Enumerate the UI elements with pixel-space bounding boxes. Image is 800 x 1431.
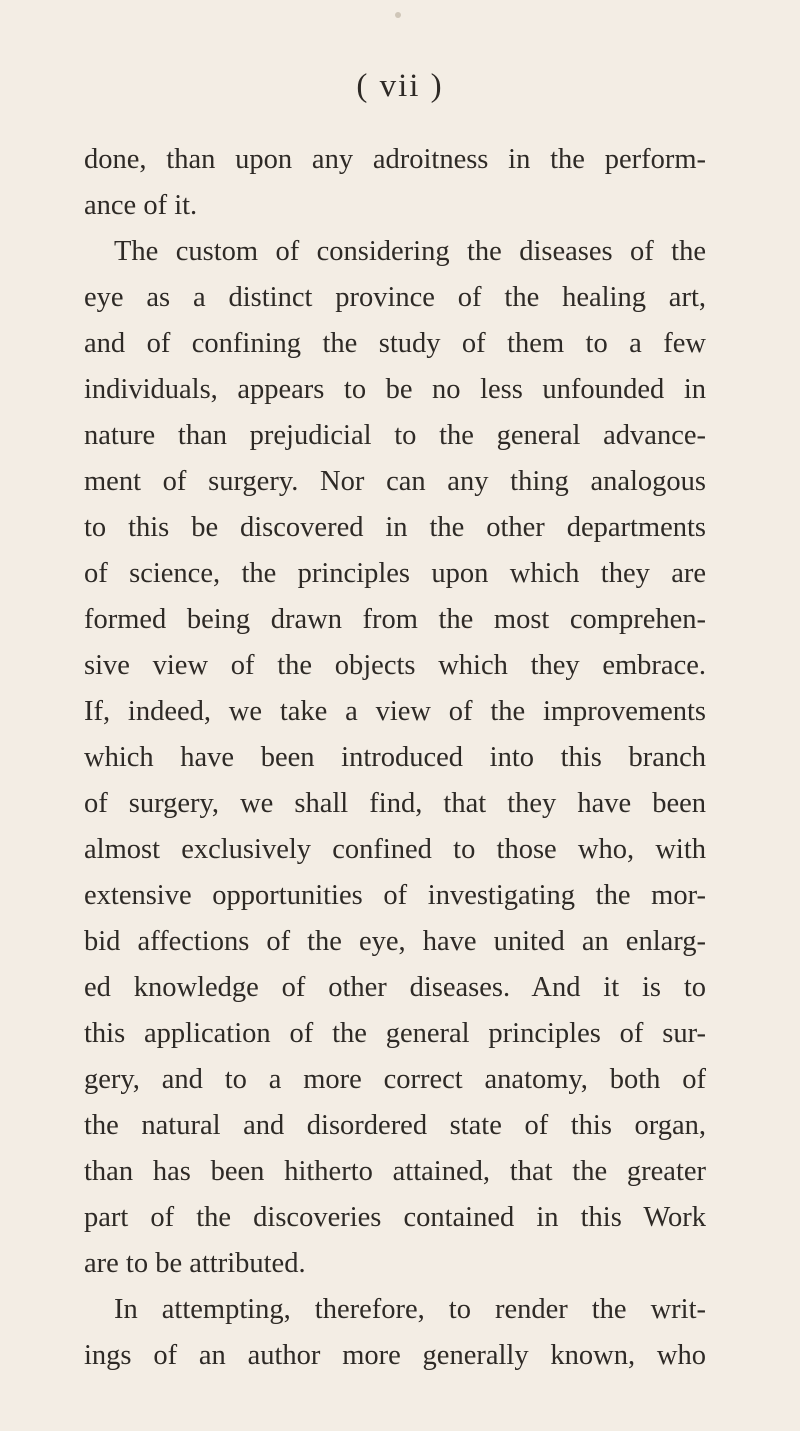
text-line: almost exclusively confined to those who, with bbox=[84, 834, 706, 865]
text-line: the natural and disordered state of this organ, bbox=[84, 1110, 706, 1141]
text-line: If, indeed, we take a view of the improvements bbox=[84, 696, 706, 727]
ink-spot bbox=[395, 12, 401, 18]
text-line: than has been hitherto attained, that the greater bbox=[84, 1156, 706, 1187]
text-line: ings of an author more generally known, who bbox=[84, 1340, 706, 1371]
text-line: individuals, appears to be no less unfounded in bbox=[84, 374, 706, 405]
text-line: sive view of the objects which they embrace. bbox=[84, 650, 706, 681]
text-line: nature than prejudicial to the general advance- bbox=[84, 420, 706, 451]
text-line: and of confining the study of them to a few bbox=[84, 328, 706, 359]
text-line: ment of surgery. Nor can any thing analogous bbox=[84, 466, 706, 497]
text-line: of science, the principles upon which they are bbox=[84, 558, 706, 589]
text-line: eye as a distinct province of the healing art, bbox=[84, 282, 706, 313]
text-line: extensive opportunities of investigating the mor- bbox=[84, 880, 706, 911]
text-line: formed being drawn from the most comprehen- bbox=[84, 604, 706, 635]
text-line: to this be discovered in the other departments bbox=[84, 512, 706, 543]
text-line: ance of it. bbox=[84, 190, 198, 221]
body-text bbox=[84, 137, 706, 1379]
text-line: done, than upon any adroitness in the perform- bbox=[84, 144, 706, 175]
text-line: of surgery, we shall find, that they have been bbox=[84, 788, 706, 819]
text-line: In attempting, therefore, to render the writ- bbox=[114, 1294, 706, 1325]
text-line: gery, and to a more correct anatomy, both of bbox=[84, 1064, 706, 1095]
text-line: bid affections of the eye, have united an enlarg- bbox=[84, 926, 706, 957]
text-line: which have been introduced into this branch bbox=[84, 742, 706, 773]
page-number-header: ( vii ) bbox=[356, 68, 444, 104]
text-line: part of the discoveries contained in this Work bbox=[84, 1202, 706, 1233]
text-line: ed knowledge of other diseases. And it is to bbox=[84, 972, 706, 1003]
text-line: The custom of considering the diseases of the bbox=[114, 236, 706, 267]
text-line: this application of the general principles of sur- bbox=[84, 1018, 706, 1049]
text-line: are to be attributed. bbox=[84, 1248, 306, 1279]
